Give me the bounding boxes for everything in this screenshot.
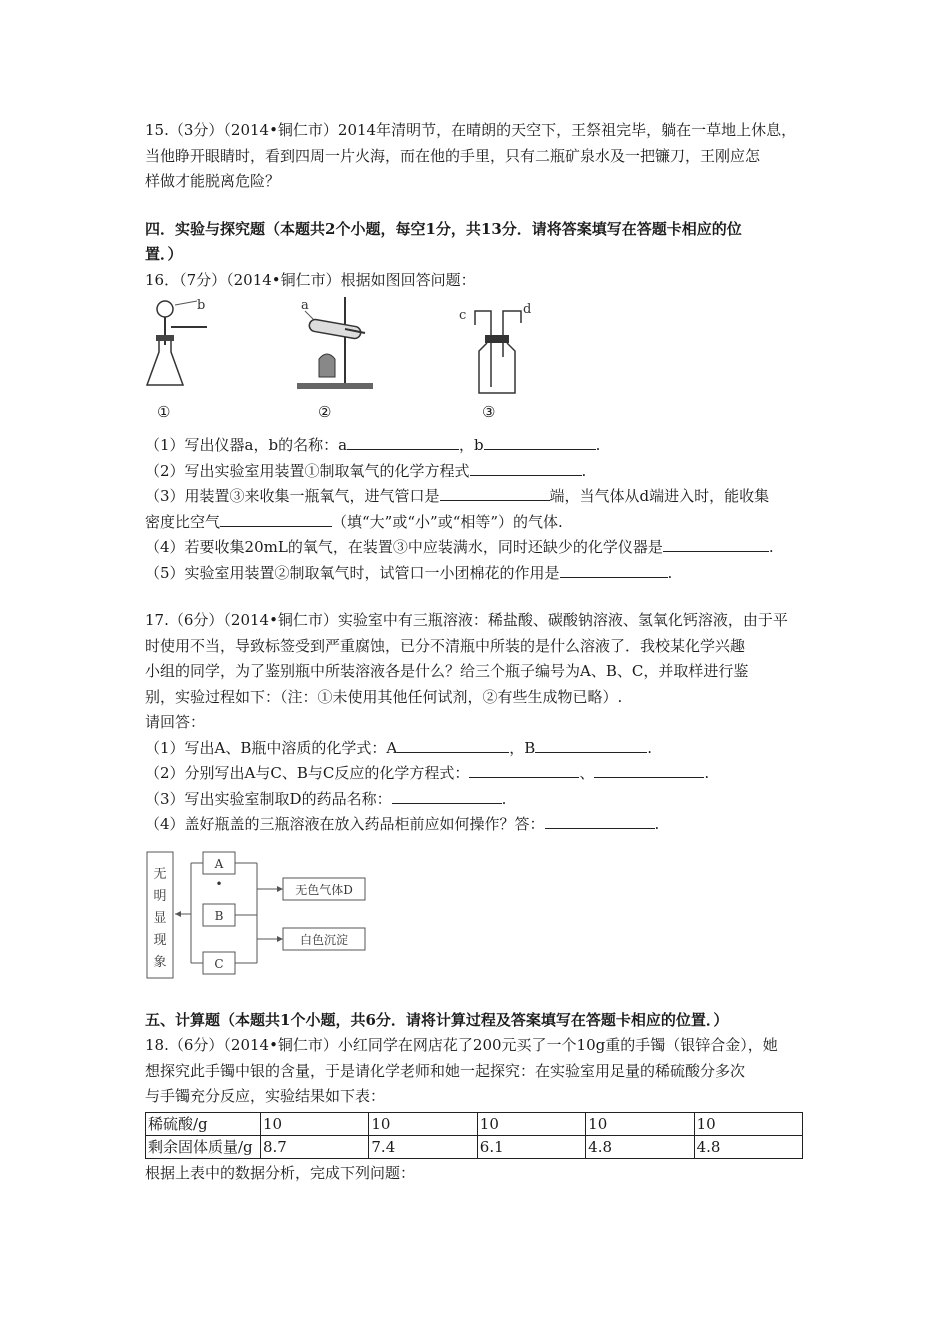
label-b: b xyxy=(197,298,206,313)
q17-line: 别，实验过程如下：（注：①未使用其他任何试剂，②有些生成物已略）. xyxy=(145,687,623,706)
figure-label-2: ② xyxy=(318,403,332,421)
flask-apparatus-figure xyxy=(145,297,215,397)
result-gas: 无色气体D xyxy=(295,882,353,897)
gas-bottle-figure xyxy=(457,297,537,397)
table-cell: 稀硫酸/g xyxy=(146,1112,261,1135)
q17-line: 17.（6分）（2014•铜仁市）实验室中有三瓶溶液：稀盐酸、碳酸钠溶液、氢氧化钙溶液，由于平 xyxy=(145,611,788,629)
q15-line: 样做才能脱离危险？ xyxy=(145,172,281,190)
left-label-char: 现 xyxy=(153,932,167,948)
q18-line: 想探究此手镯中银的含量，于是请化学老师和她一起探究：在实验室用足量的稀硫酸分多次 xyxy=(145,1061,746,1080)
answer-blank[interactable] xyxy=(220,511,332,527)
figure-label-3: ③ xyxy=(482,403,496,421)
q17-sub2: （2）分别写出A与C、B与C反应的化学方程式： 、 . xyxy=(145,764,710,782)
result-precipitate: 白色沉淀 xyxy=(299,932,349,947)
table-cell: 10 xyxy=(261,1112,369,1135)
q17-prompt: 请回答： xyxy=(145,713,206,731)
section4-heading-cont: 置．） xyxy=(145,245,183,263)
answer-blank[interactable] xyxy=(469,762,579,778)
table-cell: 剩余固体质量/g xyxy=(146,1135,261,1158)
box-c: C xyxy=(214,956,224,971)
exam-page xyxy=(145,118,810,1186)
section5-heading: 五、计算题（本题共1个小题，共6分．请将计算过程及答案填写在答题卡相应的位置．） xyxy=(145,1010,729,1029)
box-b: B xyxy=(214,908,224,923)
flow-diagram-svg xyxy=(145,848,375,988)
q18-line: 与手镯充分反应，实验结果如下表： xyxy=(145,1087,386,1105)
table-row xyxy=(146,1112,803,1135)
answer-blank[interactable] xyxy=(535,737,647,753)
test-tube-stand-figure xyxy=(293,297,383,397)
answer-blank[interactable] xyxy=(594,762,704,778)
table-cell: 10 xyxy=(586,1112,694,1135)
table-row xyxy=(146,1135,803,1158)
table-cell: 8.7 xyxy=(261,1135,369,1158)
answer-blank[interactable] xyxy=(440,485,550,501)
label-a: a xyxy=(301,298,309,313)
q18-after-table: 根据上表中的数据分析，完成下列问题： xyxy=(145,1163,416,1182)
answer-blank[interactable] xyxy=(347,434,459,450)
reaction-flow-diagram xyxy=(145,848,810,1008)
answer-blank[interactable] xyxy=(484,434,596,450)
q17-sub3: （3）写出实验室制取D的药品名称： . xyxy=(145,789,507,808)
q17-line: 小组的同学，为了鉴别瓶中所装溶液各是什么？给三个瓶子编号为A、B、C，并取样进行鉴 xyxy=(145,662,749,680)
label-c: c xyxy=(459,308,467,323)
left-label-char: 象 xyxy=(153,954,167,970)
table-cell: 7.4 xyxy=(369,1135,477,1158)
table-cell: 10 xyxy=(477,1112,585,1135)
q16-sub5: （5）实验室用装置②制取氧气时，试管口一小团棉花的作用是 . xyxy=(145,563,673,582)
box-a: A xyxy=(214,856,224,871)
flow-dot: • xyxy=(215,876,223,891)
apparatus-figures xyxy=(145,293,810,433)
section4-heading: 四．实验与探究题（本题共2个小题，每空1分，共13分．请将答案填写在答题卡相应的位 xyxy=(145,219,742,238)
answer-blank[interactable] xyxy=(392,788,502,804)
q15-line: 当他睁开眼睛时，看到四周一片火海，而在他的手里，只有二瓶矿泉水及一把镰刀，王刚应怎 xyxy=(145,146,761,165)
left-label-char: 明 xyxy=(153,888,167,904)
answer-blank[interactable] xyxy=(545,813,655,829)
q18-line: 18.（6分）（2014•铜仁市）小红同学在网店花了200元买了一个10g重的手镯（银锌合金），她 xyxy=(145,1036,778,1054)
q16-title: 16．（7分）（2014•铜仁市）根据如图回答问题： xyxy=(145,270,476,289)
left-label-char: 显 xyxy=(153,910,167,926)
experiment-results-table xyxy=(145,1112,803,1159)
q16-sub3: （3）用装置③来收集一瓶氧气，进气管口是 端，当气体从d端进入时，能收集 xyxy=(145,487,770,505)
answer-blank[interactable] xyxy=(470,460,582,476)
q16-sub2: （2）写出实验室用装置①制取氧气的化学方程式 . xyxy=(145,461,587,480)
table-cell: 10 xyxy=(369,1112,477,1135)
q17-line: 时使用不当，导致标签受到严重腐蚀，已分不清瓶中所装的是什么溶液了．我校某化学兴趣 xyxy=(145,636,746,655)
table-cell: 4.8 xyxy=(694,1135,802,1158)
figure-label-1: ① xyxy=(157,403,171,421)
q15-line: 15.（3分）（2014•铜仁市）2014年清明节，在晴朗的天空下，王祭祖完毕，躺在一草地上休息， xyxy=(145,121,797,139)
q17-sub1: （1）写出A、B瓶中溶质的化学式：A ，B . xyxy=(145,738,653,757)
label-d: d xyxy=(523,302,532,317)
answer-blank[interactable] xyxy=(397,737,509,753)
table-cell: 4.8 xyxy=(586,1135,694,1158)
answer-blank[interactable] xyxy=(560,562,668,578)
table-cell: 6.1 xyxy=(477,1135,585,1158)
answer-blank[interactable] xyxy=(663,536,769,552)
q17-sub4: （4）盖好瓶盖的三瓶溶液在放入药品柜前应如何操作？答： . xyxy=(145,815,660,833)
table-cell: 10 xyxy=(694,1112,802,1135)
q16-sub1: （1）写出仪器a，b的名称：a ，b . xyxy=(145,436,601,454)
q16-sub3-cont: 密度比空气 （填“大”或“小”或“相等”）的气体. xyxy=(145,512,563,531)
left-label-char: 无 xyxy=(153,866,167,882)
q16-sub4: （4）若要收集20mL的氧气，在装置③中应装满水，同时还缺少的化学仪器是 . xyxy=(145,538,774,556)
